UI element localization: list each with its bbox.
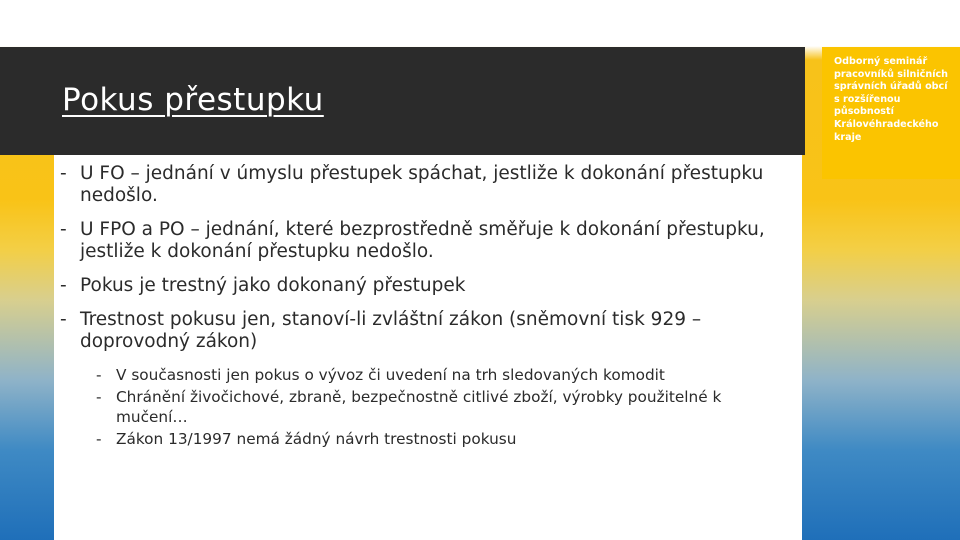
bullet-item (60, 219, 795, 263)
bullet-text: U FO – jednání v úmyslu přestupek spáchat, jestliže k dokonání přestupku nedošlo. (80, 163, 764, 206)
bullet-list (60, 163, 795, 451)
bullet-dash: - (60, 275, 67, 296)
seminar-label-text: Odborný seminář pracovníků silničních správních úřadů obcí s rozšířenou působností Královéhradeckého kraje (834, 56, 949, 143)
sub-bullet-dash: - (96, 430, 102, 448)
sub-bullet-item (96, 365, 795, 385)
sub-bullet-text: V současnosti jen pokus o vývoz či uvedení na trh sledovaných komodit (116, 366, 665, 384)
bullet-item (60, 163, 795, 207)
bullet-text: Trestnost pokusu jen, stanoví-li zvláštní zákon (sněmovní tisk 929 – doprovodný zákon) (80, 309, 702, 352)
sub-bullet-item (96, 387, 795, 427)
bullet-dash: - (60, 219, 67, 240)
sub-bullet-text: Chránění živočichové, zbraně, bezpečnostně citlivé zboží, výrobky použitelné k mučení… (116, 388, 722, 426)
sub-bullet-dash: - (96, 388, 102, 406)
slide-title: Pokus přestupku (62, 82, 324, 118)
sub-bullet-list (96, 365, 795, 449)
bullet-dash: - (60, 163, 67, 184)
sub-bullet-dash: - (96, 366, 102, 384)
sub-bullet-text: Zákon 13/1997 nemá žádný návrh trestnosti pokusu (116, 430, 517, 448)
bullet-item (60, 275, 795, 297)
bullet-text: U FPO a PO – jednání, které bezprostředně směřuje k dokonání přestupku, jestliže k dokonání přestupku nedošlo. (80, 219, 765, 262)
bullet-item (60, 309, 795, 353)
bullet-dash: - (60, 309, 67, 330)
bullet-text: Pokus je trestný jako dokonaný přestupek (80, 275, 466, 296)
sub-bullet-item (96, 429, 795, 449)
